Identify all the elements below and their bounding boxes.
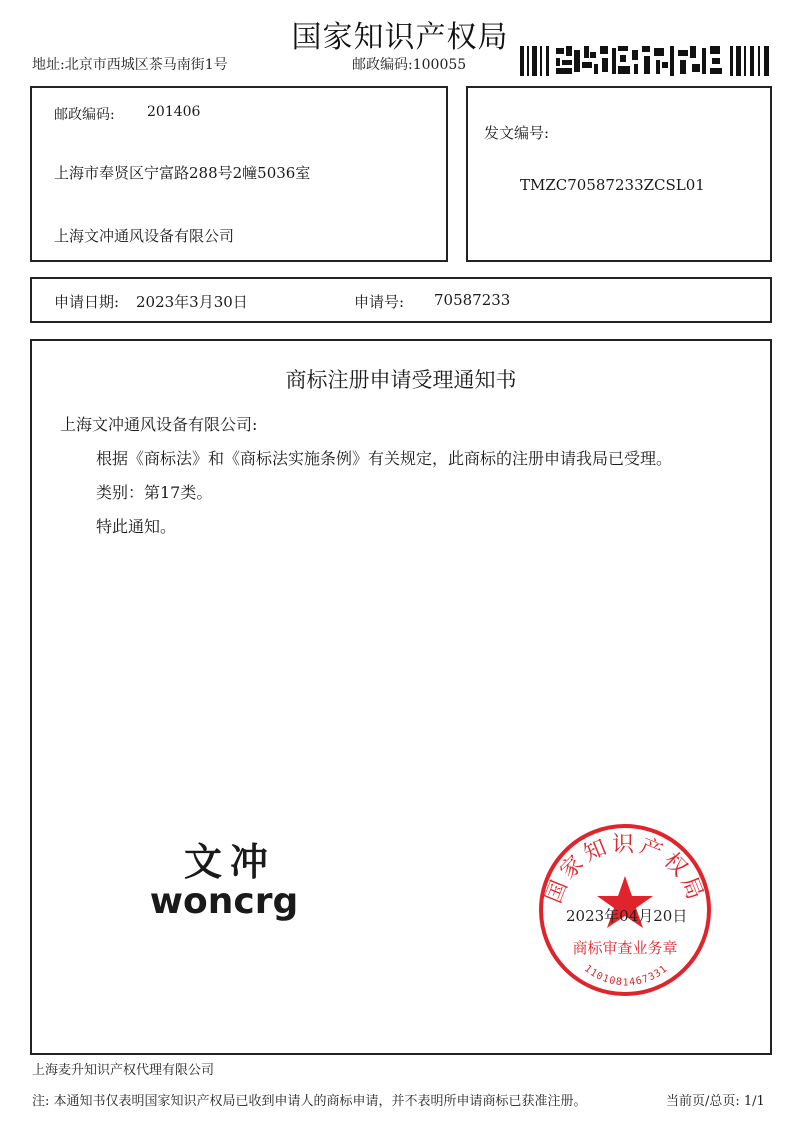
recipient-postcode-label: 邮政编码: bbox=[54, 107, 115, 123]
dispatch-number: TMZC70587233ZCSL01 bbox=[520, 176, 705, 194]
application-info-box bbox=[30, 277, 772, 323]
office-postcode: 邮政编码:100055 bbox=[352, 57, 467, 73]
agent-name: 上海麦升知识产权代理有限公司 bbox=[32, 1063, 215, 1078]
footer-note: 注: 本通知书仅表明国家知识产权局已收到申请人的商标申请，并不表明所申请商标已获准注册。 bbox=[32, 1094, 587, 1109]
stamp-date: 2023年04月20日 bbox=[566, 907, 688, 925]
stamp-bottom-text: 商标审查业务章 bbox=[572, 939, 678, 957]
notice-category: 类别：第17类。 bbox=[96, 483, 213, 502]
barcode bbox=[520, 46, 770, 76]
trademark-latin: woncrg bbox=[150, 881, 299, 922]
notice-closing: 特此通知。 bbox=[96, 517, 177, 536]
application-number-label: 申请号: bbox=[354, 293, 405, 311]
notice-body: 根据《商标法》和《商标法实施条例》有关规定，此商标的注册申请我局已受理。 bbox=[96, 449, 673, 468]
office-address: 地址:北京市西城区茶马南街1号 bbox=[32, 57, 228, 73]
notice-title: 商标注册申请受理通知书 bbox=[285, 368, 517, 392]
trademark-logo bbox=[150, 835, 310, 925]
recipient-address: 上海市奉贤区宁富路288号2幢5036室 bbox=[54, 164, 311, 182]
document-title: 国家知识产权局 bbox=[291, 20, 509, 55]
notice-addressee: 上海文冲通风设备有限公司: bbox=[60, 415, 258, 434]
recipient-box bbox=[30, 86, 448, 262]
dispatch-label: 发文编号: bbox=[484, 124, 550, 142]
application-date-label: 申请日期: bbox=[54, 293, 120, 311]
dispatch-box bbox=[466, 86, 772, 262]
stamp-serial: 1101081467331 bbox=[581, 963, 671, 989]
application-date-value: 2023年3月30日 bbox=[136, 293, 248, 311]
recipient-company: 上海文冲通风设备有限公司 bbox=[54, 227, 235, 245]
page-indicator: 当前页/总页: 1/1 bbox=[666, 1094, 765, 1109]
svg-text:1101081467331 bbox=[582, 963, 670, 988]
application-number-value: 70587233 bbox=[434, 291, 511, 309]
stamp-ring-text: 国家知识产权局 bbox=[541, 832, 709, 907]
trademark-chinese: 文冲 bbox=[183, 840, 277, 884]
recipient-postcode-value: 201406 bbox=[147, 104, 201, 120]
